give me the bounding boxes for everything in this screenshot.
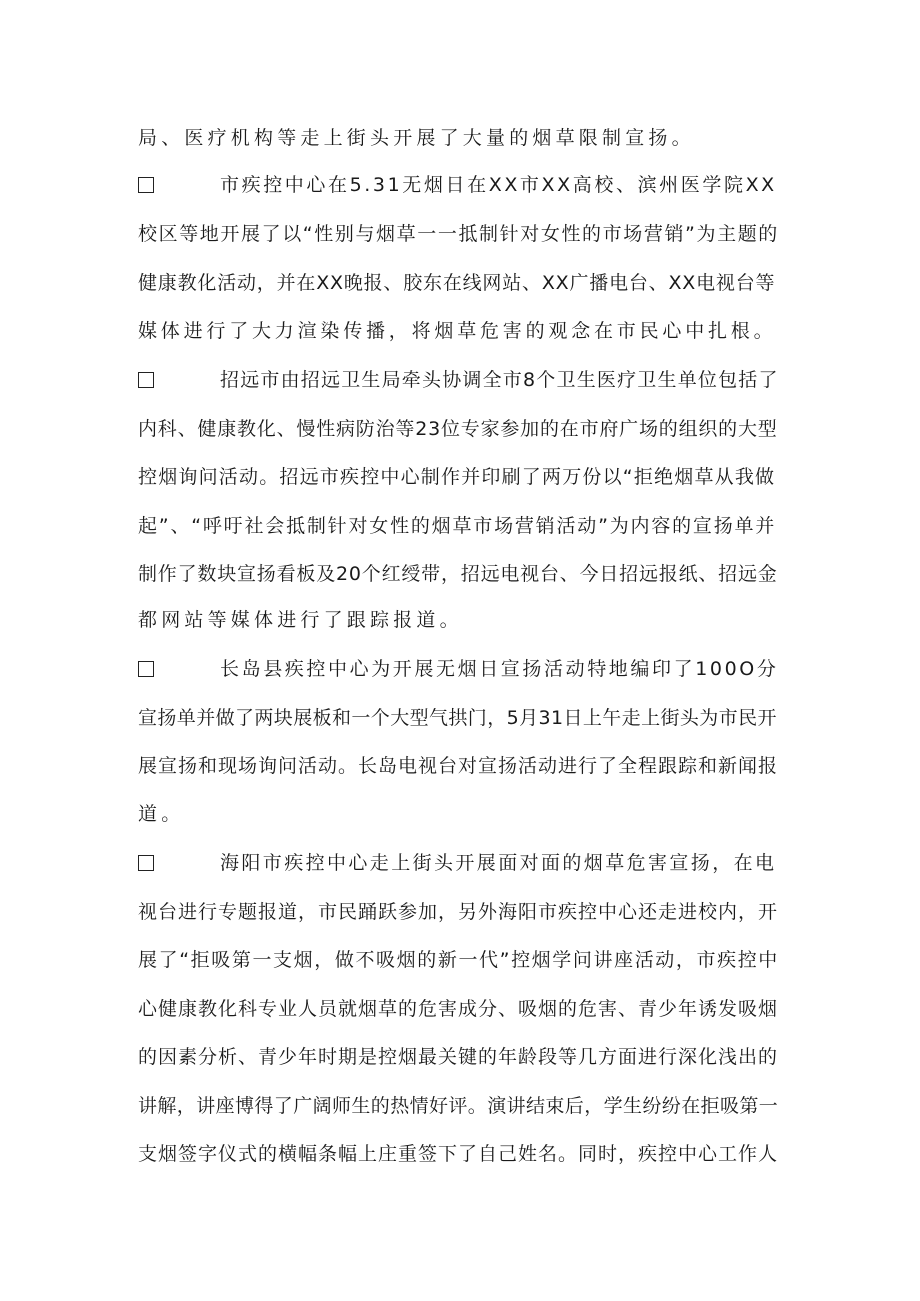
item-3-line-4: 道。 — [138, 803, 185, 825]
item-4-line-3: 展了“拒吸第一支烟，做不吸烟的新一代”控烟学问讲座活动，市疾控中 — [138, 949, 779, 971]
item-1-line-3: 健康教化活动，并在XX晚报、胶东在线网站、XX广播电台、XX电视台等 — [138, 272, 776, 294]
item-1-line-1: 市疾控中心在5.31无烟日在XX市XX高校、滨州医学院XX — [220, 174, 777, 196]
checkbox-item-2[interactable] — [138, 372, 154, 388]
item-4-line-6: 讲解，讲座博得了广阔师生的热情好评。演讲结束后，学生纷纷在拒吸第一 — [138, 1095, 779, 1117]
intro-line: 局、医疗机构等走上街头开展了大量的烟草限制宣扬。 — [138, 127, 695, 149]
item-4-line-2: 视台进行专题报道，市民踊跃参加，另外海阳市疾控中心还走进校内，开 — [138, 901, 779, 923]
item-4-line-7: 支烟签字仪式的横幅条幅上庄重签下了自己姓名。同时，疾控中心工作人 — [138, 1143, 779, 1165]
item-2-line-3: 控烟询问活动。招远市疾控中心制作并印刷了两万份以“拒绝烟草从我做 — [138, 466, 776, 488]
checkbox-item-3[interactable] — [138, 661, 154, 677]
item-4-line-5: 的因素分析、青少年时期是控烟最关键的年龄段等几方面进行深化浅出的 — [138, 1046, 779, 1068]
item-2-line-5: 制作了数块宣扬看板及20个红绶带，招远电视台、今日招远报纸、招远金 — [138, 563, 778, 585]
item-4-line-1: 海阳市疾控中心走上街头开展面对面的烟草危害宣扬，在电 — [220, 852, 777, 874]
item-1-line-2: 校区等地开展了以“性别与烟草一一抵制针对女性的市场营销”为主题的 — [138, 223, 779, 245]
item-2-line-2: 内科、健康教化、慢性病防治等23位专家参加的在市府广场的组织的大型 — [138, 418, 778, 440]
item-3-line-3: 展宣扬和现场询问活动。长岛电视台对宣扬活动进行了全程跟踪和新闻报 — [138, 755, 779, 777]
checkbox-item-4[interactable] — [138, 855, 154, 871]
item-2-line-6: 都网站等媒体进行了跟踪报道。 — [138, 609, 463, 631]
item-3-line-1: 长岛县疾控中心为开展无烟日宣扬活动特地编印了100O分 — [220, 658, 779, 680]
item-1-line-4: 媒体进行了大力渲染传播，将烟草危害的观念在市民心中扎根。 — [138, 320, 777, 342]
item-3-line-2: 宣扬单并做了两块展板和一个大型气拱门，5月31日上午走上街头为市民开 — [138, 707, 777, 729]
item-2-line-4: 起”、“呼吁社会抵制针对女性的烟草市场营销活动”为内容的宣扬单并 — [138, 515, 777, 537]
item-2-line-1: 招远市由招远卫生局牵头协调全市8个卫生医疗卫生单位包括了 — [220, 369, 779, 391]
item-4-line-4: 心健康教化科专业人员就烟草的危害成分、吸烟的危害、青少年诱发吸烟 — [138, 998, 779, 1020]
checkbox-item-1[interactable] — [138, 177, 154, 193]
